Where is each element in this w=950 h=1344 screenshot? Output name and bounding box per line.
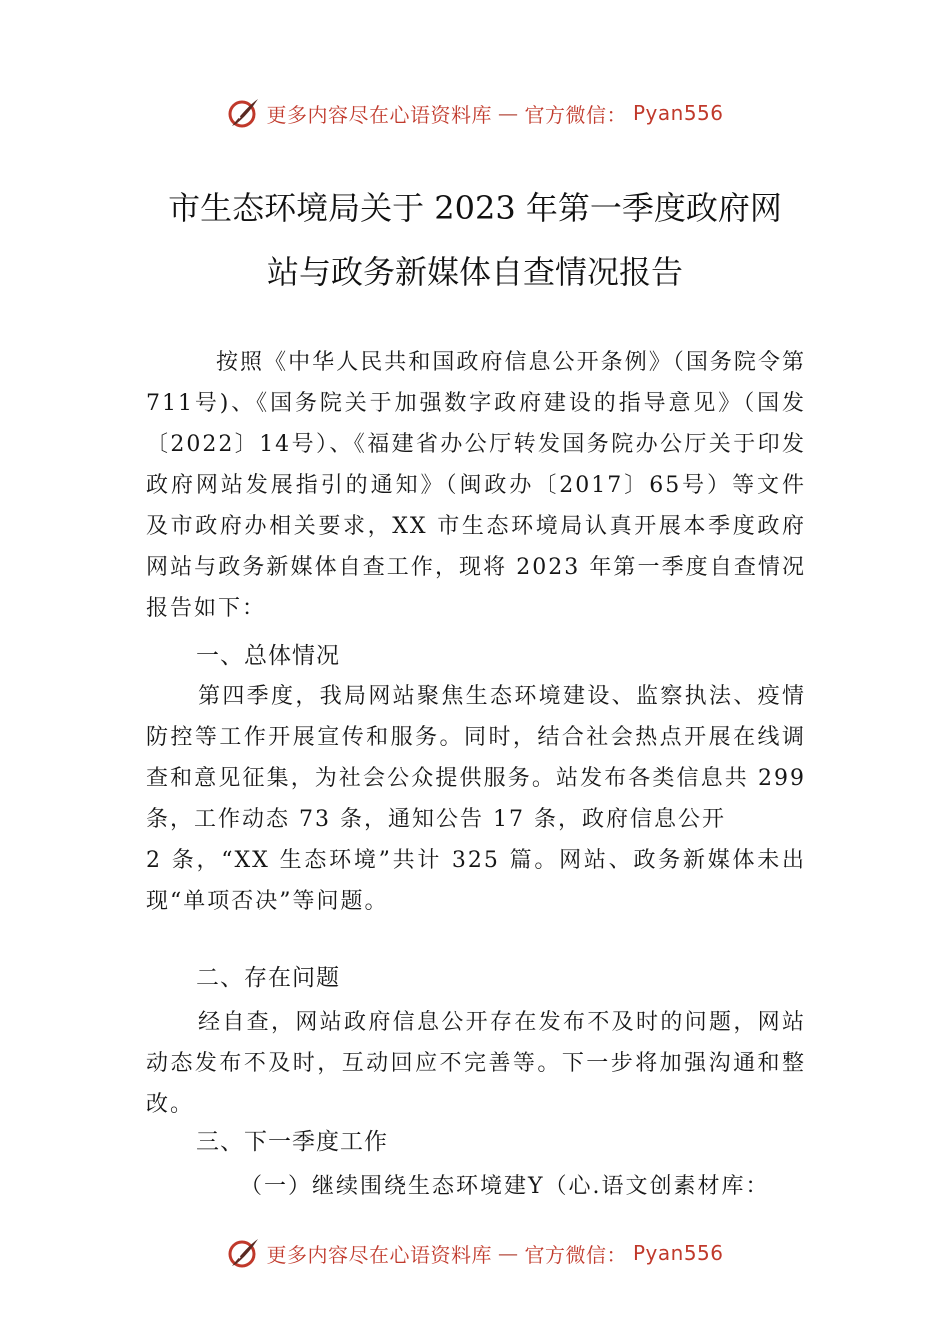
quill-logo-icon bbox=[226, 1236, 260, 1270]
watermark-separator: — bbox=[497, 1241, 519, 1265]
section-3-heading: 三、下一季度工作 bbox=[196, 1129, 388, 1155]
watermark-separator: — bbox=[497, 101, 519, 125]
section-2-heading: 二、存在问题 bbox=[196, 965, 340, 991]
title-line-1: 市生态环境局关于 2023 年第一季度政府网 bbox=[168, 189, 782, 227]
watermark-id: Pyan556 bbox=[632, 101, 724, 125]
watermark-label: 官方微信： bbox=[524, 1242, 627, 1267]
document-title bbox=[140, 176, 810, 304]
watermark-top bbox=[0, 96, 950, 130]
section-2-body: 经自查，网站政府信息公开存在发布不及时的问题，网站动态发布不及时，互动回应不完善等。下一步将加强沟通和整改。 bbox=[146, 1010, 806, 1117]
section-1-body bbox=[146, 676, 806, 922]
watermark-text: 更多内容尽在心语资料库 bbox=[266, 1242, 492, 1267]
section-1-heading: 一、总体情况 bbox=[196, 643, 340, 669]
section-3-item-1: （一）继续围绕生态环境建Y（心.语文创素材库： bbox=[240, 1174, 770, 1199]
quill-logo-icon bbox=[226, 96, 260, 130]
title-line-2: 站与政务新媒体自查情况报告 bbox=[266, 253, 683, 291]
intro-paragraph: 按照《中华人民共和国政府信息公开条例》（国务院令第711号)、《国务院关于加强数字政府建设的指导意见》（国发〔2022〕14号）、《福建省办公厅转发国务院办公厅关于印发政府网站发展指引的通知》（闽政办〔2017〕65号）等文件及市政府办相关要求，XX 市生态环境局认真开展本季度政府网站与政务新媒体自查工作，现将 2023 年第一季度自查情况报告如下： bbox=[146, 350, 806, 621]
watermark-bottom bbox=[0, 1236, 950, 1270]
section-1-body-b: 2 条，“XX 生态环境”共计 325 篇。网站、政务新媒体未出现“单项否决”等问题。 bbox=[146, 848, 806, 914]
section-1-body-a: 第四季度，我局网站聚焦生态环境建设、监察执法、疫情防控等工作开展宣传和服务。同时，结合社会热点开展在线调查和意见征集，为社会公众提供服务。站发布各类信息共 299 条，工作动态 73 条，通知公告 17 条，政府信息公开 bbox=[146, 684, 806, 832]
watermark-id: Pyan556 bbox=[632, 1241, 724, 1265]
watermark-text: 更多内容尽在心语资料库 bbox=[266, 102, 492, 127]
watermark-label: 官方微信： bbox=[524, 102, 627, 127]
